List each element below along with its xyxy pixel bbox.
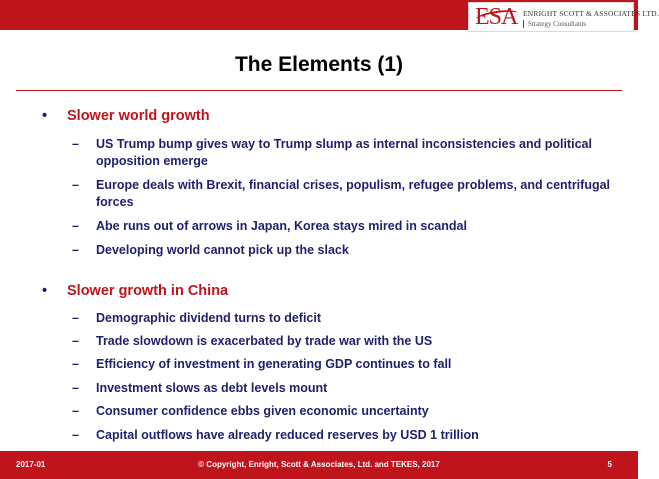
list-item xyxy=(72,333,612,350)
list-item xyxy=(72,310,612,327)
list-item xyxy=(72,242,612,259)
company-logo xyxy=(468,2,659,32)
list-item-text: Europe deals with Brexit, financial crises, populism, refugee problems, and centrifugal forces xyxy=(96,178,611,209)
list-item xyxy=(72,218,612,235)
list-item-text: Efficiency of investment in generating GDP continues to fall xyxy=(96,357,452,371)
list-item-text: Trade slowdown is exacerbated by trade war with the US xyxy=(96,334,433,348)
logo-mark: ESA xyxy=(475,4,518,30)
dash-marker: – xyxy=(72,243,79,257)
bullet-text: Slower growth in China xyxy=(67,283,229,299)
list-item xyxy=(72,380,612,397)
dash-marker: – xyxy=(72,178,79,192)
dash-marker: – xyxy=(72,311,79,325)
slide-title: The Elements (1) xyxy=(234,53,404,76)
list-item-text: Investment slows as debt levels mount xyxy=(96,381,328,395)
list-item xyxy=(72,403,612,420)
list-item-text: Capital outflows have already reduced reserves by USD 1 trillion xyxy=(96,428,479,442)
logo-tagline: Strategy Consultants xyxy=(523,20,586,28)
list-item xyxy=(72,136,612,170)
footer-copyright: © Copyright, Enright, Scott & Associates, Ltd. and TEKES, 2017 xyxy=(198,460,440,469)
dash-marker: – xyxy=(72,404,79,418)
dash-marker: – xyxy=(72,357,79,371)
dash-marker: – xyxy=(72,334,79,348)
dash-marker: – xyxy=(72,381,79,395)
footer-page-number: 5 xyxy=(607,460,612,469)
list-item xyxy=(72,427,612,444)
list-item-text: Developing world cannot pick up the slack xyxy=(96,243,349,257)
footer-date: 2017-01 xyxy=(16,460,46,469)
list-item xyxy=(72,356,612,373)
title-divider xyxy=(16,90,622,91)
logo-company-name: ENRIGHT SCOTT & ASSOCIATES LTD. xyxy=(523,9,659,18)
bullet-dot: • xyxy=(42,283,48,299)
list-item-text: Abe runs out of arrows in Japan, Korea stays mired in scandal xyxy=(96,219,467,233)
dash-marker: – xyxy=(72,428,79,442)
list-item-text: US Trump bump gives way to Trump slump as internal inconsistencies and political opposition emerge xyxy=(96,137,592,168)
list-item-text: Consumer confidence ebbs given economic uncertainty xyxy=(96,404,429,418)
dash-marker: – xyxy=(72,137,79,151)
dash-marker: – xyxy=(72,219,79,233)
list-item xyxy=(72,177,612,211)
slide-footer xyxy=(0,451,638,479)
bullet-dot: • xyxy=(42,108,48,124)
bullet-text: Slower world growth xyxy=(67,108,210,124)
list-item-text: Demographic dividend turns to deficit xyxy=(96,311,322,325)
